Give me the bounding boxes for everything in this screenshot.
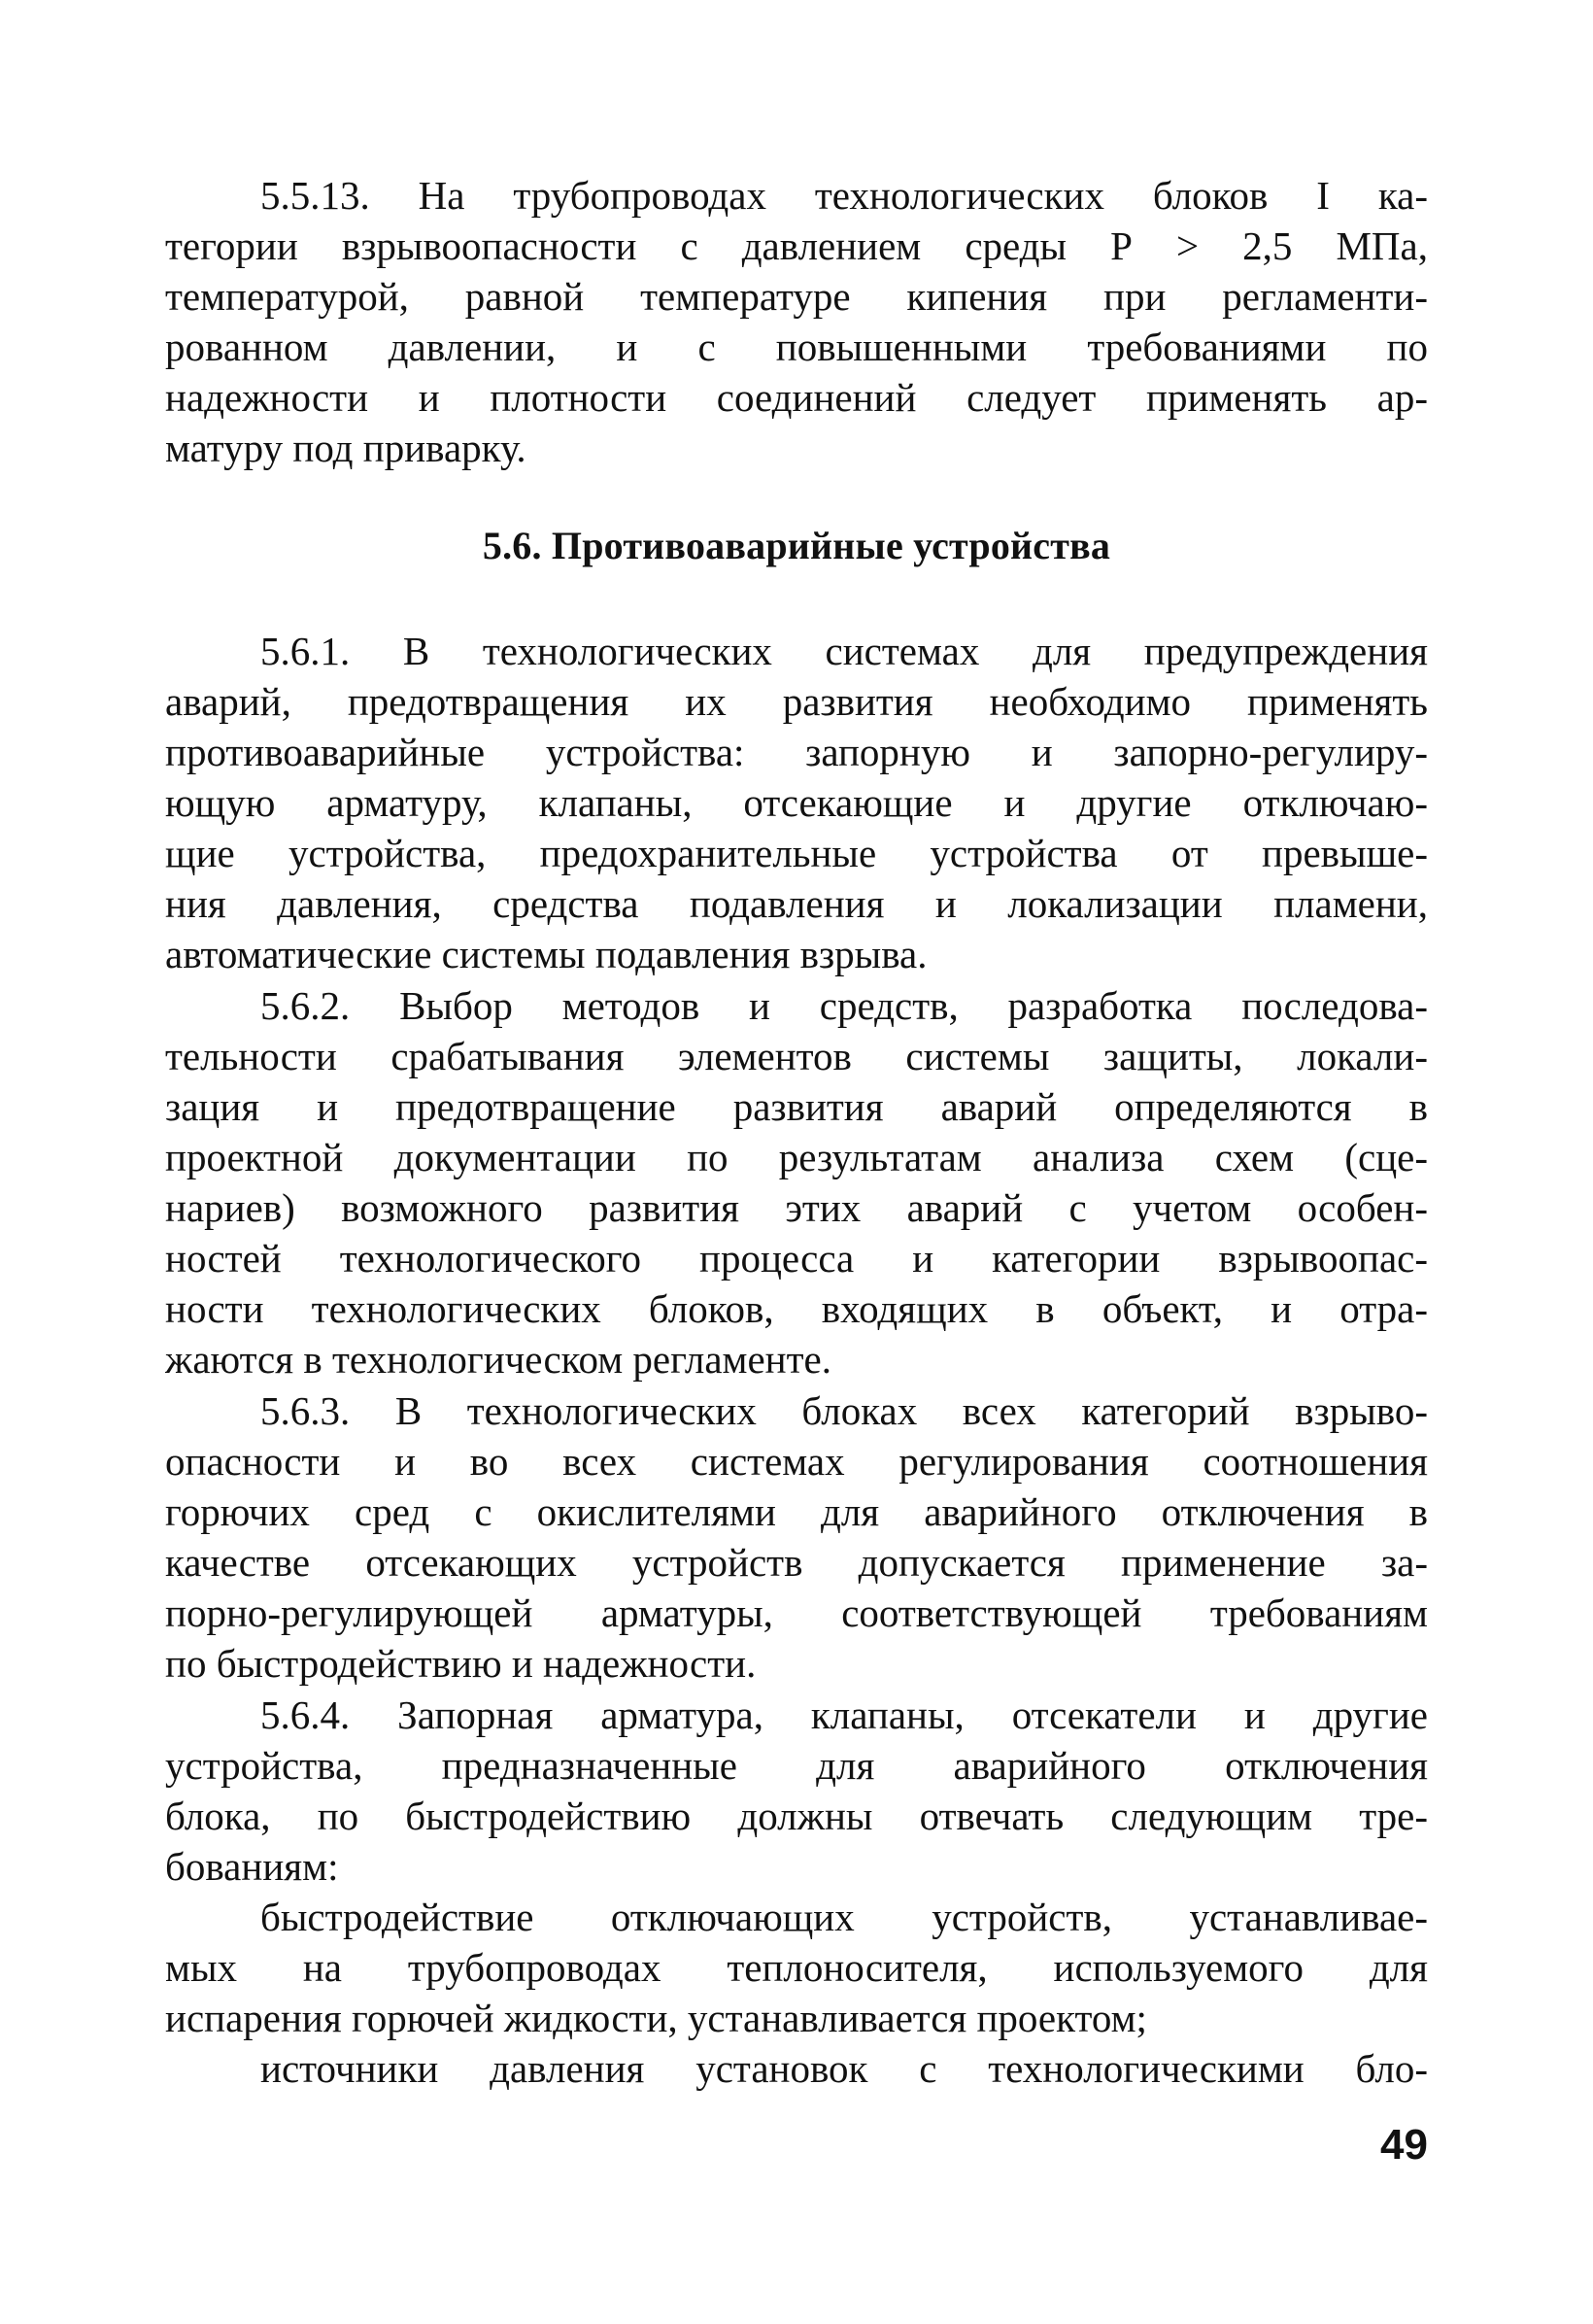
text-line: проектной документации по результатам анализа схем (сце- [165,1135,1428,1179]
text-line: 5.6.4. Запорная арматура, клапаны, отсекатели и другие [260,1692,1428,1737]
text-line: 5.6.2. Выбор методов и средств, разработка последова- [260,983,1428,1028]
list-item-response-time [165,1892,1428,2043]
text-line: мых на трубопроводах теплоносителя, используемого для [165,1945,1428,1990]
text-line: качестве отсекающих устройств допускается применение за- [165,1540,1428,1585]
text-line: надежности и плотности соединений следует применять ар- [165,375,1428,420]
text-line: ния давления, средства подавления и локализации пламени, [165,881,1428,926]
text-line: бованиям: [165,1844,339,1889]
text-line: устройства, предназначенные для аварийного отключения [165,1743,1428,1788]
text-line: 5.5.13. На трубопроводах технологических блоков I ка- [260,173,1428,218]
text-line: источники давления установок с технологическими бло- [260,2046,1428,2091]
paragraph-5-5-13 [165,170,1428,473]
text-line: горючих сред с окислителями для аварийного отключения в [165,1489,1428,1534]
text-line: ности технологических блоков, входящих в объект, и отра- [165,1286,1428,1331]
text-line: противоаварийные устройства: запорную и запорно-регулиру- [165,730,1428,774]
text-line: тельности срабатывания элементов системы защиты, локали- [165,1034,1428,1078]
text-line: рованном давлении, и с повышенными требованиями по [165,325,1428,369]
paragraph-5-6-4 [165,1690,1428,1892]
page-number: 49 [1380,2121,1428,2169]
text-line: порно-регулирующей арматуры, соответствующей требованиям [165,1590,1428,1635]
text-line: ностей технологического процесса и категории взрывоопас- [165,1236,1428,1281]
paragraph-5-6-2 [165,980,1428,1384]
text-line: блока, по быстродействию должны отвечать следующим тре- [165,1794,1428,1838]
text-line: тегории взрывоопасности с давлением среды Р > 2,5 МПа, [165,223,1428,268]
text-line: опасности и во всех системах регулирования соотношения [165,1439,1428,1484]
section-heading: 5.6. Противоаварийные устройства [482,524,1111,567]
text-line: аварий, предотвращения их развития необходимо применять [165,679,1428,724]
text-line: автоматические системы подавления взрыва. [165,932,928,976]
text-line: ющую арматуру, клапаны, отсекающие и другие отключаю- [165,780,1428,825]
text-line: щие устройства, предохранительные устройства от превыше- [165,831,1428,875]
paragraph-5-6-1 [165,626,1428,979]
text-line: матуру под приварку. [165,426,526,470]
text-line: нариев) возможного развития этих аварий с учетом особен- [165,1185,1428,1230]
text-line: зация и предотвращение развития аварий определяются в [165,1084,1428,1129]
text-line: по быстродействию и надежности. [165,1641,757,1686]
text-line: испарения горючей жидкости, устанавливается проектом; [165,1996,1147,2040]
paragraph-5-6-3 [165,1385,1428,1689]
text-line: быстродействие отключающих устройств, устанавливае- [260,1895,1428,1939]
text-line: 5.6.1. В технологических системах для предупреждения [260,629,1428,673]
text-line: жаются в технологическом регламенте. [165,1337,831,1382]
text-line: 5.6.3. В технологических блоках всех категорий взрыво- [260,1388,1428,1433]
text-line: температурой, равной температуре кипения при регламенти- [165,274,1428,319]
list-item-pressure-sources [165,2043,1428,2094]
